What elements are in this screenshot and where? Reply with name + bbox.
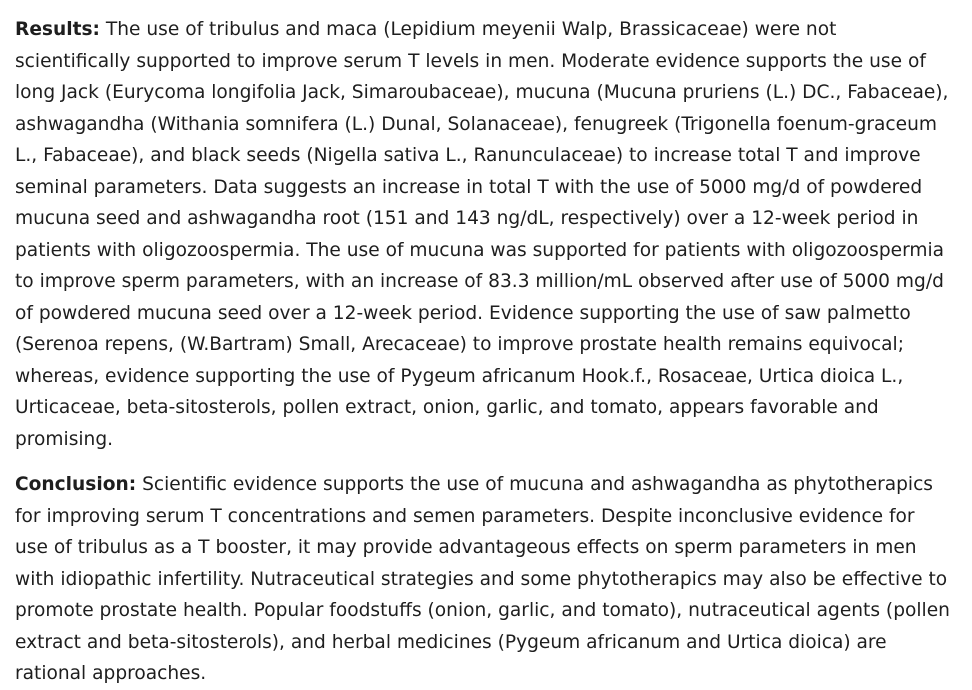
results-text: The use of tribulus and maca (Lepidium meyenii Walp, Brassicaceae) were not scientifically supported to improve serum T levels in men. Moderate evidence supports the use of long Jack (Eurycoma longifolia Jack, Simaroubaceae), mucuna (Mucuna pruriens (L.) DC., Fabaceae), ashwagandha (Withania somnifera (L.) Dunal, Solanaceae), fenugreek (Trigonella foenum-graceum L., Fabaceae), and black seeds (Nigella sativa L., Ranunculaceae) to increase total T and improve seminal parameters. Data suggests an increase in total T with the use of 5000 mg/d of powdered mucuna seed and ashwagandha root (151 and 143 ng/dL, respectively) over a 12-week period in patients with oligozoospermia. The use of mucuna was supported for patients with oligozoospermia to improve sperm parameters, with an increase of 83.3 million/mL observed after use of 5000 mg/d of powdered mucuna seed over a 12-week period. Evidence supporting the use of saw palmetto (Serenoa repens, (W.Bartram) Small, Arecaceae) to improve prostate health remains equivocal; whereas, evidence supporting the use of Pygeum africanum Hook.f., Rosaceae, Urtica dioica L., Urticaceae, beta-sitosterols, pollen extract, onion, garlic, and tomato, appears favorable and promising.	[15, 19, 949, 450]
results-label: Results:	[15, 19, 100, 40]
conclusion-paragraph	[15, 469, 952, 690]
conclusion-label: Conclusion:	[15, 474, 137, 495]
results-paragraph	[15, 14, 952, 455]
conclusion-text: Scientific evidence supports the use of mucuna and ashwagandha as phytotherapics for improving serum T concentrations and semen parameters. Despite inconclusive evidence for use of tribulus as a T booster, it may provide advantageous effects on sperm parameters in men with idiopathic infertility. Nutraceutical strategies and some phytotherapics may also be effective to promote prostate health. Popular foodstuffs (onion, garlic, and tomato), nutraceutical agents (pollen extract and beta-sitosterols), and herbal medicines (Pygeum africanum and Urtica dioica) are rational approaches.	[15, 474, 950, 684]
